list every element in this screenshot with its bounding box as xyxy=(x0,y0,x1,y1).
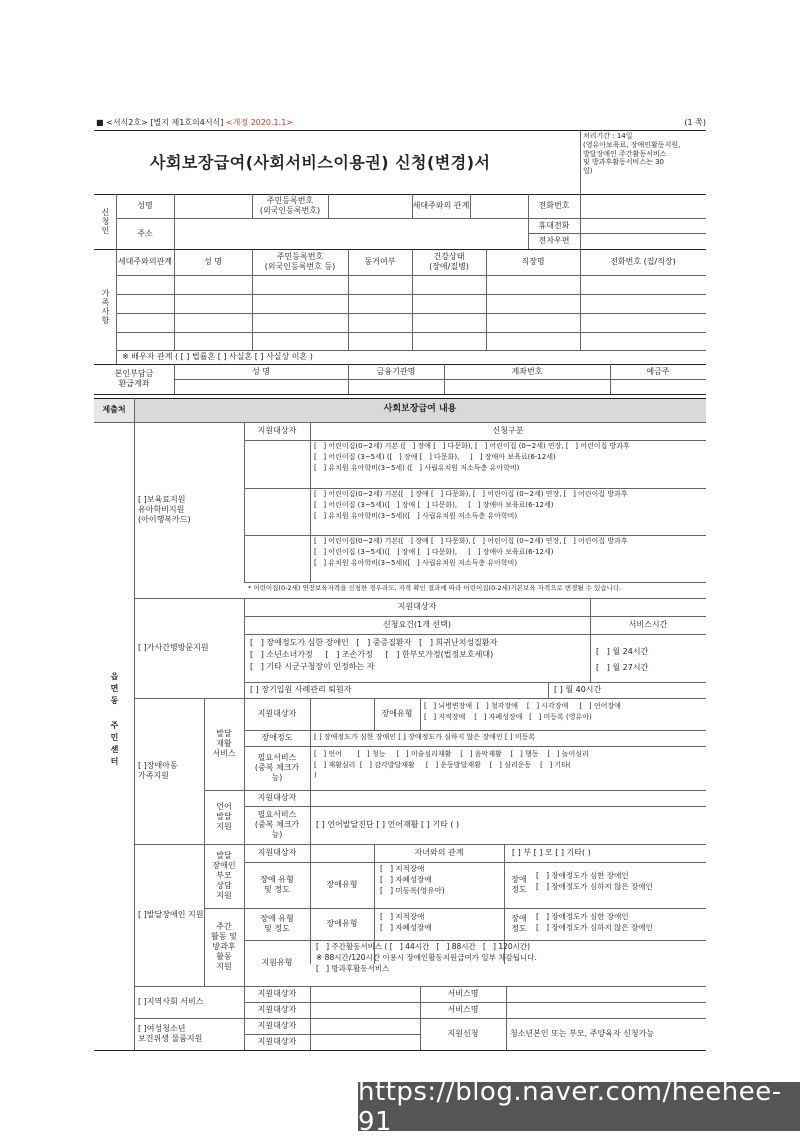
youth-target-label-1: 지원대상자 xyxy=(257,1021,297,1030)
dev-rehab-label: 발달 재활 서비스 xyxy=(212,729,236,758)
lang-target-label: 지원대상자 xyxy=(257,793,297,802)
youth-target-label-2: 지원대상자 xyxy=(257,1037,297,1046)
dev-rehab-severity: [ ] 장애정도가 심한 장애인 [ ] 장애정도가 심하지 않은 장애인 [ ] 미등록 xyxy=(314,733,536,741)
refund-label: 본인부담금 환급계좌 xyxy=(114,369,154,388)
lang-label: 언어 발달 지원 xyxy=(216,802,232,831)
applicant-mobile-label: 휴대전화 xyxy=(538,220,570,230)
dev-rehab-target-label: 지원대상자 xyxy=(257,709,297,718)
form-number: <서식2호> xyxy=(106,118,148,127)
dev-rehab-severity-label: 장애정도 xyxy=(261,733,293,742)
processing-period: 처리기간 : 14일 (영유아보육료, 장애인활동지원, 발달장애인 주간활동서비스 및 방과후활동서비스는 30 일) xyxy=(583,132,681,175)
childcare-note: * 어린이집(0-2세) 연장보육자격을 신청한 경우라도, 자격 확인 결과에 따라 어린이집(0-2세)기본보육 자격으로 변경될 수 있습니다. xyxy=(248,584,622,592)
content-header: 사회보장급여 내용 xyxy=(383,404,457,415)
childcare-options-2: [ ] 어린이집(0~2세) 기본([ ] 장애 [ ] 다문화), [ ] 어린이집 (0~2세) 연장, [ ] 어린이집 방과후 [ ] 어린이집 (3~5세)([ ] 장애 [ ] 다문화), [ ] 장애아 보육료(6-12세) [ ] 유치원 유아학비(3~5세)([ ] 사립유치원 저소득층 유아학비) xyxy=(314,490,628,520)
homecare-long-term: [ ] 장기입원 사례관리 퇴원자 xyxy=(250,685,352,694)
dev-rehab-type-label: 장애유형 xyxy=(381,709,413,718)
lang-services-label: 필요서비스 (중복 체크가 능) xyxy=(254,810,300,839)
refund-header-bank: 금융기관명 xyxy=(376,366,416,376)
homecare-target-header: 지원대상자 xyxy=(397,602,437,611)
day-activity-label: 주간 활동 및 방과후 활동 지원 xyxy=(211,922,237,971)
family-header-phone: 전화번호 (집/직장) xyxy=(610,257,676,266)
spouse-note: ※ 배우자 관계 ( [ ] 법률혼 [ ] 사실혼 [ ] 사실상 이혼 ) xyxy=(122,352,313,361)
counsel-relation-label: 자녀와의 관계 xyxy=(414,848,464,857)
family-header-cohabit: 동거여부 xyxy=(364,257,396,266)
counsel-types: [ ] 지적장애 [ ] 자폐성장애 [ ] 미등록(영유아) xyxy=(380,864,445,895)
community-label: [ ]지역사회 서비스 xyxy=(138,997,204,1006)
square-icon: ■ xyxy=(96,118,107,127)
childcare-target-label: 지원대상자 xyxy=(257,426,297,435)
youth-apply: 청소년본인 또는 부모, 주양육자 신청가능 xyxy=(510,1029,655,1038)
counsel-relations: [ ] 부 [ ] 모 [ ] 기타( ) xyxy=(512,848,591,857)
appendix: [별지 제1호의4서식] xyxy=(150,118,224,127)
childcare-type-label: 신청구분 xyxy=(492,426,524,435)
dev-rehab-types: [ ] 뇌병변장애 [ ] 청각장애 [ ] 시각장애 [ ] 언어장애 [ ] 지적장애 [ ] 자폐성장애 [ ] 미등록 (영유아) xyxy=(424,702,621,721)
counsel-type-severity-label: 장애 유형 및 정도 xyxy=(260,875,294,894)
youth-apply-label: 지원신청 xyxy=(447,1029,479,1038)
family-header-health: 건강상태 (장애/질병) xyxy=(429,252,469,271)
refund-header-name: 성 명 xyxy=(252,366,270,376)
blog-url-watermark: https://blog.naver.com/heehee-91 xyxy=(358,1082,800,1131)
counsel-type-label: 장애유형 xyxy=(326,880,358,889)
day-types: [ ] 지적장애 [ ] 자폐성장애 xyxy=(380,912,432,933)
applicant-relation-label: 세대주와의 관계 xyxy=(412,201,470,210)
day-support: [ ] 주간활동서비스 ( [ ] 44시간 [ ] 88시간 [ ] 120시간) ※ 88시간/120시간 이용시 장애인활동지원급여가 일부 차감됩니다. [ ] 방과후활동서비스 xyxy=(316,942,537,973)
page-number: (1 쪽) xyxy=(684,118,706,127)
dev-rehab-services-label: 필요서비스 (중복 체크가 능) xyxy=(254,753,300,782)
counsel-target-label: 지원대상자 xyxy=(257,848,297,857)
refund-header-holder: 예금주 xyxy=(646,366,670,376)
counsel-label: 발달 장애인 부모 상담 지원 xyxy=(212,851,236,900)
applicant-name-label: 성명 xyxy=(137,201,153,210)
family-header-job: 직장명 xyxy=(521,257,545,266)
day-degree-label: 장애 정도 xyxy=(511,914,527,933)
counsel-degree-label: 장애 정도 xyxy=(511,875,527,894)
applicant-phone-label: 전화번호 xyxy=(538,201,570,210)
dev-disabled-label: [ ]발달장애인 지원 xyxy=(138,910,204,919)
applicant-address-label: 주소 xyxy=(137,228,153,238)
childcare-label: [ ]보육료지원 유아학비지원 (아이행복카드) xyxy=(138,495,191,524)
family-header-rrn: 주민등록번호 (외국인등록번호 등) xyxy=(264,252,336,271)
community-target-label-2: 지원대상자 xyxy=(257,1005,297,1014)
family-header-relation: 세대주와의관계 xyxy=(117,257,173,266)
youth-label: [ ]여성청소년 보건위생 물품지원 xyxy=(138,1024,203,1043)
homecare-time-header: 서비스시간 xyxy=(628,620,668,629)
lang-services: [ ] 언어발달진단 [ ] 언어재활 [ ] 기타 ( ) xyxy=(316,820,460,829)
applicant-rrn-label: 주민등록번호 (외국인등록번호) xyxy=(259,196,321,215)
applicant-section-label: 신청인 xyxy=(101,208,110,235)
childcare-options-3: [ ] 어린이집(0~2세) 기본([ ] 장애 [ ] 다문화), [ ] 어린이집 (0~2세) 연장, [ ] 어린이집 방과후 [ ] 어린이집 (3~5세)([ ] 장애 [ ] 다문화), [ ] 장애아 보육료(6-12세) [ ] 유치원 유아학비(3~5세)([ ] 사립유치원 저소득층 유아학비) xyxy=(314,537,628,567)
applicant-email-label: 전자우편 xyxy=(538,236,570,245)
form-title: 사회보장급여(사회서비스이용권) 신청(변경)서 xyxy=(150,153,491,172)
community-target-label-1: 지원대상자 xyxy=(257,989,297,998)
office-label: 읍면동 주민센터 xyxy=(110,671,119,769)
family-section-label: 가족사항 xyxy=(101,288,110,325)
counsel-degree: [ ] 장애정도가 심한 장애인 [ ] 장애정도가 심하지 않은 장애인 xyxy=(536,871,653,892)
day-type-severity-label: 장애 유형 및 정도 xyxy=(260,914,294,933)
homecare-label: [ ]가사간병방문지원 xyxy=(138,643,209,652)
homecare-reqs: [ ] 장애정도가 심한 장애인 [ ] 중증질환자 [ ] 희귀난치성질환자 [ ] 소년소녀가정 [ ] 조손가정 [ ] 한부모가정(법정보호세대) [ ] 기타 시군구청장이 인정하는 자 xyxy=(250,638,498,671)
form-header xyxy=(96,118,706,129)
dev-rehab-services: [ ] 언어 [ ] 청능 [ ] 미술심리재활 [ ] 음악재활 [ ] 행동 [ ] 놀이심리 [ ] 재활심리 [ ] 감각발달재활 [ ] 운동발달재활 [ ] 심리운동 [ ] 기타( ) xyxy=(314,750,589,779)
homecare-req-header: 신청요건(1개 선택) xyxy=(383,620,451,629)
submit-label: 제출처 xyxy=(102,405,126,414)
disabled-child-label: [ ]장애아동 가족지원 xyxy=(138,761,178,780)
community-service-name-1: 서비스명 xyxy=(447,989,479,998)
day-degree: [ ] 장애정도가 심한 장애인 [ ] 장애정도가 심하지 않은 장애인 xyxy=(536,912,653,933)
homecare-times: [ ] 월 24시간 [ ] 월 27시간 xyxy=(596,647,649,672)
day-type-label: 장애유형 xyxy=(326,919,358,928)
day-support-type-label: 지원유형 xyxy=(261,958,293,967)
community-service-name-2: 서비스명 xyxy=(447,1005,479,1014)
family-header-name: 성 명 xyxy=(204,257,222,266)
refund-header-account: 계좌번호 xyxy=(511,366,543,376)
homecare-long-term-time: [ ] 월 40시간 xyxy=(554,685,602,694)
revision: <개정 2020.1.1> xyxy=(225,118,293,127)
childcare-options-1: [ ] 어린이집(0~2세) 기본 ([ ] 장애 [ ] 다문화), [ ] 어린이집 (0~2세) 연장, [ ] 어린이집 방과후 [ ] 어린이집 (3~5세) ([ ] 장애 [ ] 다문화), [ ] 장애아 보육료(6-12세) [ ] 유치원 유아학비(3~5세) ([ ] 사립유치원 저소득층 유아학비) xyxy=(314,442,630,472)
